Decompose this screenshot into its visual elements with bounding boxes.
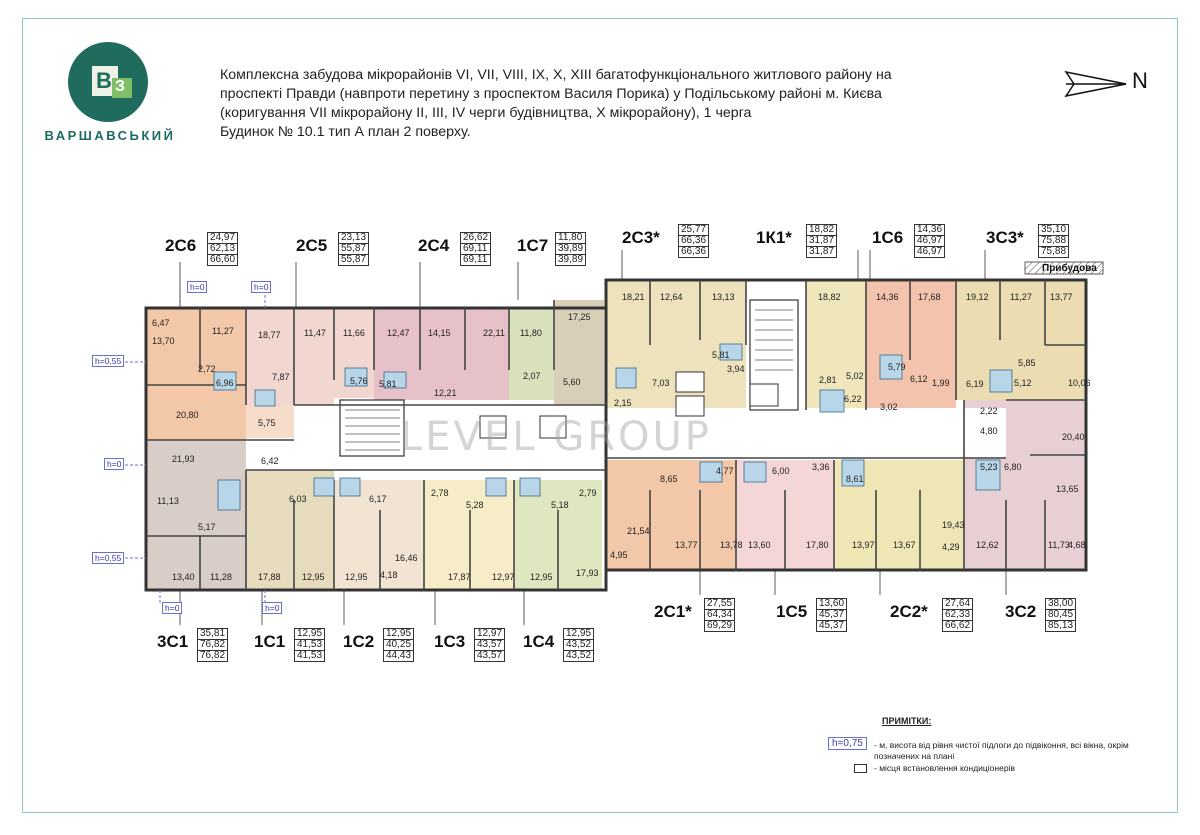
apartment-area-table xyxy=(563,628,594,662)
room-area: 5,18 xyxy=(551,500,569,510)
room-area: 13,78 xyxy=(720,540,743,550)
room-area: 6,17 xyxy=(369,494,387,504)
room-area: 4,29 xyxy=(942,542,960,552)
room-area: 21,54 xyxy=(627,526,650,536)
room-area: 16,46 xyxy=(395,553,418,563)
room-area: 5,85 xyxy=(1018,358,1036,368)
room-area: 5,81 xyxy=(712,350,730,360)
apartment-area-table xyxy=(197,628,228,662)
room-area: 11,27 xyxy=(212,326,234,336)
apartment-area-table xyxy=(474,628,505,662)
area-value: 55,87 xyxy=(341,243,367,254)
apartment-code: 1С6 xyxy=(872,228,904,247)
room-area: 3,02 xyxy=(880,402,898,412)
area-value: 43,57 xyxy=(477,639,503,650)
room-area: 6,03 xyxy=(289,494,307,504)
sill-height-mark: h=0 xyxy=(162,602,182,614)
room-area: 17,93 xyxy=(576,568,599,578)
room-area: 4,68 xyxy=(1068,540,1086,550)
area-value: 14,36 xyxy=(917,224,943,235)
room-area: 13,67 xyxy=(893,540,916,550)
apartment-area-table xyxy=(383,628,414,662)
room-area: 5,75 xyxy=(258,418,276,428)
room-area: 13,65 xyxy=(1056,484,1079,494)
area-value: 76,82 xyxy=(200,650,226,661)
area-value: 24,97 xyxy=(210,232,236,243)
apartment-code: 1С4 xyxy=(523,632,555,651)
area-value: 75,88 xyxy=(1041,246,1067,257)
room-area: 12,95 xyxy=(530,572,553,582)
room-area: 20,80 xyxy=(176,410,199,420)
room-area: 5,17 xyxy=(198,522,216,532)
room-area: 5,76 xyxy=(350,376,368,386)
apartment-code: 2С2* xyxy=(890,602,928,621)
apartment-area-table xyxy=(1038,224,1069,258)
area-value: 38,00 xyxy=(1048,598,1074,609)
room-area: 4,18 xyxy=(380,570,398,580)
apartment-area-table xyxy=(555,232,586,266)
apartment-code: 1С3 xyxy=(434,632,466,651)
ac-unit-icon xyxy=(854,764,867,773)
apartment-area-table xyxy=(704,598,735,632)
room-area: 5,23 xyxy=(980,462,998,472)
apartment-code: 1К1* xyxy=(756,228,792,247)
room-area: 3,36 xyxy=(812,462,830,472)
room-area: 5,81 xyxy=(379,379,397,389)
area-value: 11,80 xyxy=(556,233,585,244)
area-value: 39,89 xyxy=(558,254,584,265)
sill-height-mark: h=0 xyxy=(262,602,282,614)
apartment-area-table xyxy=(338,232,369,266)
room-area: 7,87 xyxy=(272,372,290,382)
room-area: 8,61 xyxy=(846,474,864,484)
area-value: 66,36 xyxy=(681,235,707,246)
logo-letter-b: В xyxy=(96,68,112,93)
title-line: Будинок № 10.1 тип А план 2 поверху. xyxy=(220,124,471,140)
room-area: 12,95 xyxy=(345,572,368,582)
room-area: 12,64 xyxy=(660,292,683,302)
room-area: 5,60 xyxy=(563,377,581,387)
area-value: 69,11 xyxy=(461,244,490,255)
room-area: 6,12 xyxy=(910,374,928,384)
room-area: 18,77 xyxy=(258,330,281,340)
area-value: 80,45 xyxy=(1048,609,1074,620)
room-area: 11,27 xyxy=(1010,292,1032,302)
notes-line-1: - м, висота від рівня чистої підлоги до підвіконня, всі вікна, окрім позначених на плані xyxy=(874,740,1129,761)
room-area: 17,68 xyxy=(918,292,941,302)
apartment-code: 1С2 xyxy=(343,632,375,651)
room-area: 11,80 xyxy=(520,328,542,338)
room-area: 17,80 xyxy=(806,540,829,550)
area-value: 13,60 xyxy=(819,598,845,609)
room-area: 2,22 xyxy=(980,406,998,416)
area-value: 66,36 xyxy=(681,246,707,257)
area-value: 18,82 xyxy=(809,224,835,235)
room-area: 20,40 xyxy=(1062,432,1085,442)
area-value: 69,11 xyxy=(463,254,488,265)
title-line: проспекті Правди (навпроти перетину з проспектом Василя Порика) у Подільському районі м. Києва xyxy=(220,86,882,102)
area-value: 35,10 xyxy=(1041,224,1067,235)
area-value: 66,62 xyxy=(945,620,971,631)
apartment-area-table xyxy=(460,232,491,266)
room-area: 2,72 xyxy=(198,364,216,374)
area-value: 44,43 xyxy=(386,650,412,661)
area-value: 12,97 xyxy=(477,628,503,639)
area-value: 69,29 xyxy=(707,620,733,631)
elevator-1 xyxy=(676,372,704,392)
area-value: 25,77 xyxy=(681,224,707,235)
room-area: 1,99 xyxy=(932,378,950,388)
room-area: 13,77 xyxy=(1050,292,1073,302)
apartment-code: 1С7 xyxy=(517,236,549,255)
room-area: 4,80 xyxy=(980,426,998,436)
elevator-3 xyxy=(750,384,778,406)
sill-height-mark: h=0 xyxy=(251,281,271,293)
apartment-code: 3С1 xyxy=(157,632,189,651)
apartment-code: 2С5 xyxy=(296,236,328,255)
room-area: 12,47 xyxy=(387,328,410,338)
area-value: 75,88 xyxy=(1041,235,1067,246)
watermark: LEVEL GROUP xyxy=(400,414,712,460)
notes-h-sample: h=0,75 xyxy=(828,737,867,750)
area-value: 66,60 xyxy=(210,254,236,265)
room-area: 5,12 xyxy=(1014,378,1032,388)
room-area: 12,21 xyxy=(434,388,457,398)
room-area: 6,19 xyxy=(966,379,984,389)
apartment-code: 2С3* xyxy=(622,228,660,247)
area-value: 40,25 xyxy=(386,639,412,650)
room-area: 6,00 xyxy=(772,466,790,476)
room-area: 6,22 xyxy=(844,394,862,404)
room-area: 13,97 xyxy=(852,540,875,550)
apartment-code: 1С5 xyxy=(776,602,808,621)
area-value: 12,95 xyxy=(297,628,323,639)
apartment-area-table xyxy=(816,598,847,632)
sill-height-mark: h=0 xyxy=(187,281,207,293)
area-value: 41,53 xyxy=(297,639,323,650)
apartment-code: 3С3* xyxy=(986,228,1024,247)
area-value: 27,64 xyxy=(945,598,971,609)
apartment-area-table xyxy=(207,232,238,266)
room-area: 5,79 xyxy=(888,362,906,372)
apartment-area-table xyxy=(942,598,973,632)
room-area: 12,95 xyxy=(302,572,325,582)
room-area: 11,28 xyxy=(210,572,232,582)
apartment-area-table xyxy=(294,628,325,662)
room-area: 19,43 xyxy=(942,520,965,530)
room-area: 5,02 xyxy=(846,371,864,381)
area-value: 23,13 xyxy=(341,232,367,243)
area-value: 62,33 xyxy=(945,609,971,620)
room-area: 18,82 xyxy=(818,292,841,302)
room-area: 11,66 xyxy=(343,328,365,338)
area-value: 55,87 xyxy=(341,254,367,265)
room-area: 8,65 xyxy=(660,474,678,484)
area-value: 35,81 xyxy=(200,628,226,639)
room-area: 13,77 xyxy=(675,540,698,550)
room-area: 6,80 xyxy=(1004,462,1022,472)
room-area: 4,95 xyxy=(610,550,628,560)
apartment-area-table xyxy=(1045,598,1076,632)
title-line: (коригування VII мікрорайону II, III, IV черги будівництва, X мікрорайону), 1 черга xyxy=(220,105,752,121)
area-value: 62,13 xyxy=(210,243,236,254)
annex-label: Прибудова xyxy=(1042,263,1097,274)
room-area: 2,15 xyxy=(614,398,632,408)
area-value: 46,97 xyxy=(917,235,943,246)
room-area: 12,62 xyxy=(976,540,999,550)
room-area: 2,07 xyxy=(523,371,541,381)
room-area: 17,88 xyxy=(258,572,281,582)
room-area: 17,87 xyxy=(448,572,471,582)
room-area: 13,70 xyxy=(152,336,175,346)
area-value: 12,95 xyxy=(386,628,412,639)
area-value: 26,62 xyxy=(463,232,489,243)
room-area: 2,81 xyxy=(819,375,837,385)
apartment-area-table xyxy=(914,224,945,258)
area-value: 39,89 xyxy=(558,243,584,254)
area-value: 31,87 xyxy=(809,246,835,257)
room-area: 13,13 xyxy=(712,292,735,302)
room-area: 11,73 xyxy=(1048,540,1070,550)
apartment-code: 2С4 xyxy=(418,236,450,255)
area-value: 43,52 xyxy=(566,650,592,661)
area-value: 43,52 xyxy=(566,639,592,650)
sill-height-mark: h=0,55 xyxy=(92,355,124,367)
sill-height-mark: h=0,55 xyxy=(92,552,124,564)
apartment-code: 3С2 xyxy=(1005,602,1037,621)
room-area: 7,03 xyxy=(652,378,670,388)
room-area: 2,78 xyxy=(431,488,449,498)
room-area: 2,79 xyxy=(579,488,597,498)
room-area: 22,11 xyxy=(483,328,505,338)
room-area: 13,40 xyxy=(172,572,195,582)
apartment-code: 2С1* xyxy=(654,602,692,621)
room-area: 14,36 xyxy=(876,292,899,302)
area-value: 27,55 xyxy=(707,598,733,609)
apartment-code: 2С6 xyxy=(165,236,197,255)
sill-height-mark: h=0 xyxy=(104,458,124,470)
notes-line-2: - місця встановлення кондиціонерів xyxy=(874,763,1015,773)
room-area: 10,06 xyxy=(1068,378,1091,388)
area-value: 64,34 xyxy=(707,609,733,620)
room-area: 14,15 xyxy=(428,328,451,338)
room-area: 5,28 xyxy=(466,500,484,510)
area-value: 12,95 xyxy=(566,628,592,639)
room-area: 11,13 xyxy=(157,496,179,506)
area-value: 31,87 xyxy=(809,235,835,246)
title-line: Комплексна забудова мікрорайонів VI, VII, VIII, IX, X, XIII багатофункціонального житлового району на xyxy=(220,67,892,83)
logo-letter-z: З xyxy=(115,78,126,95)
room-area: 6,42 xyxy=(261,456,279,466)
stair-left xyxy=(340,400,404,456)
area-value: 76,82 xyxy=(200,639,226,650)
logo-text: ВАРШАВСЬКИЙ xyxy=(44,128,176,143)
elevator-2 xyxy=(676,396,704,416)
apartment-area-table xyxy=(806,224,837,258)
apartment-area-table xyxy=(678,224,709,258)
room-area: 17,25 xyxy=(568,312,591,322)
room-area: 21,93 xyxy=(172,454,195,464)
room-area: 12,97 xyxy=(492,572,515,582)
apt-1c7-fill xyxy=(509,308,554,400)
room-area: 6,96 xyxy=(216,378,234,388)
area-value: 46,97 xyxy=(917,246,943,257)
area-value: 43,57 xyxy=(477,650,503,661)
room-area: 6,47 xyxy=(152,318,170,328)
room-area: 4,77 xyxy=(716,466,734,476)
apt-3c1-fill xyxy=(146,440,246,590)
room-area: 13,60 xyxy=(748,540,771,550)
north-label: N xyxy=(1132,68,1148,93)
apartment-code: 1С1 xyxy=(254,632,286,651)
room-area: 19,12 xyxy=(966,292,989,302)
room-area: 11,47 xyxy=(304,328,326,338)
area-value: 45,37 xyxy=(819,620,845,631)
room-area: 18,21 xyxy=(622,292,645,302)
area-value: 45,37 xyxy=(819,609,845,620)
room-area: 3,94 xyxy=(727,364,745,374)
area-value: 85,13 xyxy=(1048,620,1074,631)
area-value: 41,53 xyxy=(297,650,323,661)
notes-title: ПРИМІТКИ: xyxy=(882,716,932,726)
